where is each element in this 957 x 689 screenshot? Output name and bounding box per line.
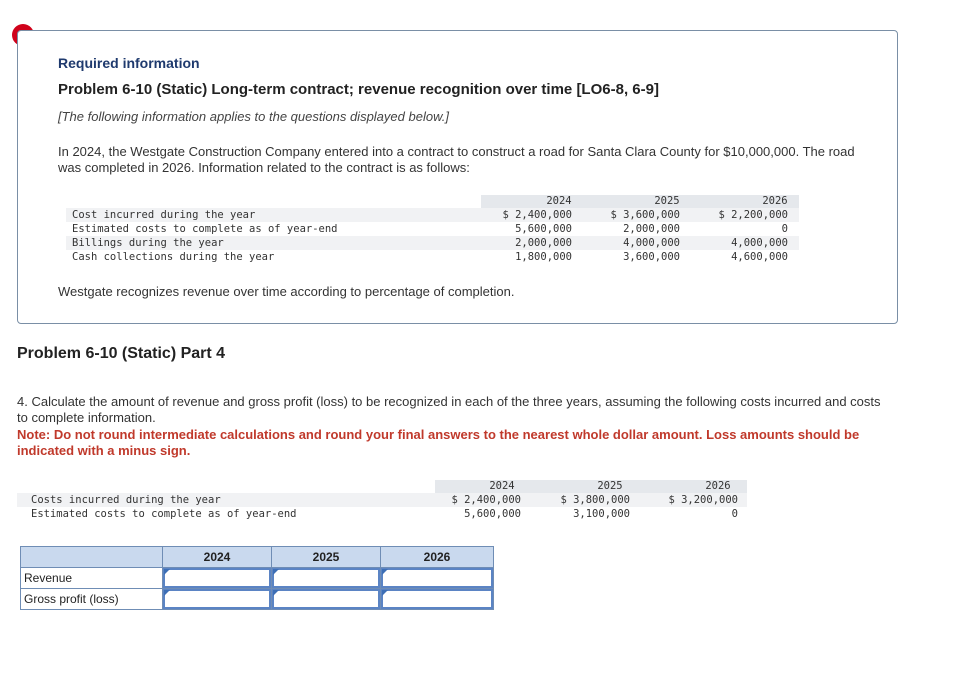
cell-value: 1,800,000 xyxy=(515,251,572,263)
answer-row-label: Gross profit (loss) xyxy=(21,589,163,610)
cell-value: $ 3,800,000 xyxy=(560,494,630,506)
year-header: 2025 xyxy=(597,480,623,492)
revenue-2026-cell xyxy=(381,568,494,589)
row-label: Cash collections during the year xyxy=(72,251,275,263)
cell-value: $ 2,400,000 xyxy=(451,494,521,506)
gross-profit-2026-input[interactable] xyxy=(381,589,493,609)
cell-value: 2,000,000 xyxy=(623,223,680,235)
answer-year-header: 2024 xyxy=(163,547,272,568)
table-row xyxy=(66,208,799,222)
year-header: 2024 xyxy=(546,195,572,207)
revenue-2024-cell xyxy=(163,568,272,589)
rounding-note: Note: Do not round intermediate calculations and round your final answers to the nearest whole dollar amount. Loss amounts should be indicated with a minus sign. xyxy=(17,427,860,458)
cell-value: 3,600,000 xyxy=(623,251,680,263)
table-row xyxy=(66,250,799,264)
table-row xyxy=(66,236,799,250)
answer-corner-cell xyxy=(21,547,163,568)
answer-table xyxy=(20,546,494,610)
row-label: Cost incurred during the year xyxy=(72,209,256,221)
cell-value: $ 3,600,000 xyxy=(610,209,680,221)
required-info-heading: Required information xyxy=(58,55,200,71)
revenue-2025-cell xyxy=(272,568,381,589)
answer-year-header: 2026 xyxy=(381,547,494,568)
answer-year-header: 2025 xyxy=(272,547,381,568)
revenue-2025-input[interactable] xyxy=(272,568,380,588)
cell-value: 5,600,000 xyxy=(464,508,521,520)
answer-row-gross-profit xyxy=(21,589,494,610)
cell-value: $ 2,200,000 xyxy=(718,209,788,221)
row-label: Costs incurred during the year xyxy=(31,494,221,506)
year-header: 2026 xyxy=(705,480,731,492)
year-header: 2024 xyxy=(489,480,515,492)
cell-value: 4,600,000 xyxy=(731,251,788,263)
gross-profit-2024-input[interactable] xyxy=(163,589,271,609)
answer-row-revenue xyxy=(21,568,494,589)
row-label: Billings during the year xyxy=(72,237,224,249)
row-label: Estimated costs to complete as of year-end xyxy=(72,223,338,235)
question-text: 4. Calculate the amount of revenue and gross profit (loss) to be recognized in each of the three years, assuming the following costs incurred and costs to complete information. xyxy=(17,394,881,425)
recognition-note: Westgate recognizes revenue over time according to percentage of completion. xyxy=(58,284,515,299)
applies-note: [The following information applies to the questions displayed below.] xyxy=(58,109,449,124)
intro-text: In 2024, the Westgate Construction Company entered into a contract to construct a road for Santa Clara County for $10,000,000. The road was completed in 2026. Information related to the contract is as follows: xyxy=(58,144,855,175)
revenue-2024-input[interactable] xyxy=(163,568,271,588)
table-row xyxy=(17,493,747,507)
table-row xyxy=(17,507,747,521)
gross-profit-2026-cell xyxy=(381,589,494,610)
part-title: Problem 6-10 (Static) Part 4 xyxy=(17,345,226,362)
gross-profit-2024-cell xyxy=(163,589,272,610)
problem-title: Problem 6-10 (Static) Long-term contract; revenue recognition over time [LO6-8, 6-9] xyxy=(58,81,659,98)
answer-header-row xyxy=(21,547,494,568)
cell-value: $ 2,400,000 xyxy=(502,209,572,221)
gross-profit-2025-cell xyxy=(272,589,381,610)
cell-value: 0 xyxy=(731,508,738,520)
cell-value: 4,000,000 xyxy=(623,237,680,249)
cell-value: 3,100,000 xyxy=(573,508,630,520)
cell-value: 5,600,000 xyxy=(515,223,572,235)
year-header: 2025 xyxy=(654,195,680,207)
row-label: Estimated costs to complete as of year-end xyxy=(31,508,297,520)
required-information-box xyxy=(17,30,898,324)
cell-value: 4,000,000 xyxy=(731,237,788,249)
gross-profit-2025-input[interactable] xyxy=(272,589,380,609)
table-row xyxy=(66,222,799,236)
cell-value: 2,000,000 xyxy=(515,237,572,249)
year-header: 2026 xyxy=(762,195,788,207)
cell-value: 0 xyxy=(781,223,788,235)
revenue-2026-input[interactable] xyxy=(381,568,493,588)
answer-row-label: Revenue xyxy=(21,568,163,589)
cell-value: $ 3,200,000 xyxy=(668,494,738,506)
